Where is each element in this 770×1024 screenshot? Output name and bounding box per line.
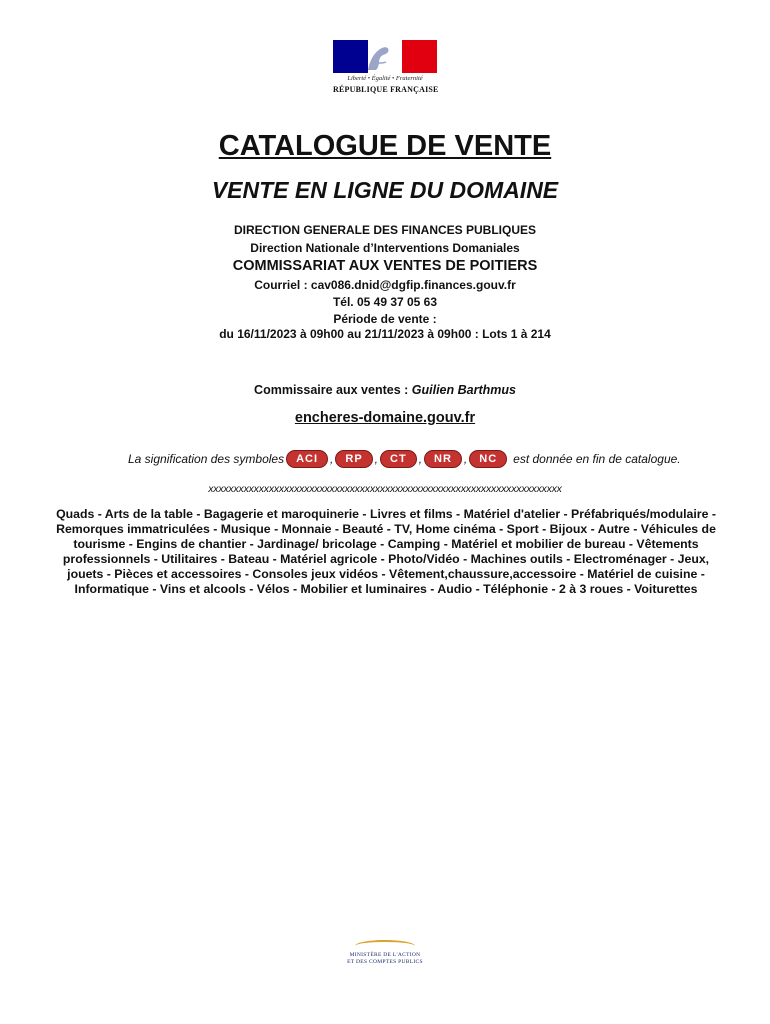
- badge-ct: CT: [380, 450, 417, 468]
- page-subtitle: VENTE EN LIGNE DU DOMAINE: [211, 177, 559, 203]
- period-label: Période de vente :: [333, 312, 437, 326]
- commissaire-line: [0, 383, 770, 397]
- badge-aci: ACI: [286, 450, 328, 468]
- marianne-flag-icon: [333, 40, 437, 73]
- symbols-suffix: est donnée en fin de catalogue.: [513, 452, 681, 466]
- page-title: CATALOGUE DE VENTE: [218, 130, 552, 162]
- republique-francaise-logo: [333, 40, 437, 102]
- republic-motto: Liberté • Égalité • Fraternité: [347, 75, 423, 82]
- ministry-arc-icon: [355, 940, 415, 952]
- ministry-line-2: ET DES COMPTES PUBLICS: [347, 959, 423, 965]
- badge-nr: NR: [424, 450, 462, 468]
- site-link[interactable]: encheres-domaine.gouv.fr: [294, 410, 476, 426]
- phone-line: Tél. 05 49 37 05 63: [332, 295, 438, 309]
- badge-nc: NC: [469, 450, 507, 468]
- commissaire-name: Guilien Barthmus: [411, 383, 516, 397]
- ministry-line-1: MINISTÈRE DE L'ACTION: [349, 952, 421, 958]
- separator-line: xxxxxxxxxxxxxxxxxxxxxxxxxxxxxxxxxxxxxxxxxxxxxxxxxxxxxxxxxxxxxxxxxxxxxx: [208, 483, 562, 495]
- badge-rp: RP: [335, 450, 372, 468]
- period-value: du 16/11/2023 à 09h00 au 21/11/2023 à 09h00 : Lots 1 à 214: [219, 327, 551, 341]
- commissariat-line: COMMISSARIAT AUX VENTES DE POITIERS: [232, 258, 538, 274]
- categories-list: Quads - Arts de la table - Bagagerie et maroquinerie - Livres et films - Matériel d'atelier - Préfabriqués/modulaire - Remorques immatriculées - Musique - Monnaie - Beauté - TV, Home cinéma - Sport - Bijoux - Autre - Véhicules de tourisme - Engins de chantier - Jardinage/ bricolage - Camping - Matériel et mobilier de bureau - Vêtements professionnels - Utilitaires - Bateau - Matériel agricole - Photo/Vidéo - Machines outils - Electroménager - Jeux, jouets - Pièces et accessoires - Consoles jeux vidéos - Vêtement,chaussure,accessoire - Matériel de cuisine - Informatique - Vins et alcools - Vélos - Mobilier et luminaires - Audio - Téléphonie - 2 à 3 roues - Voiturettes: [56, 507, 716, 596]
- symbols-prefix: La signification des symboles: [128, 452, 285, 466]
- ministry-logo: [335, 940, 435, 966]
- national-direction-line: Direction Nationale d’Interventions Domaniales: [250, 241, 520, 255]
- commissaire-label: Commissaire aux ventes :: [254, 383, 412, 397]
- symbols-legend: La signification des symboles ACI , RP , CT , NR , NC est donnée en fin de catalogue.: [128, 452, 681, 466]
- republic-name: RÉPUBLIQUE FRANÇAISE: [333, 85, 439, 94]
- direction-line: DIRECTION GENERALE DES FINANCES PUBLIQUES: [233, 223, 537, 237]
- email-line: Courriel : cav086.dnid@dgfip.finances.gouv.fr: [254, 278, 516, 292]
